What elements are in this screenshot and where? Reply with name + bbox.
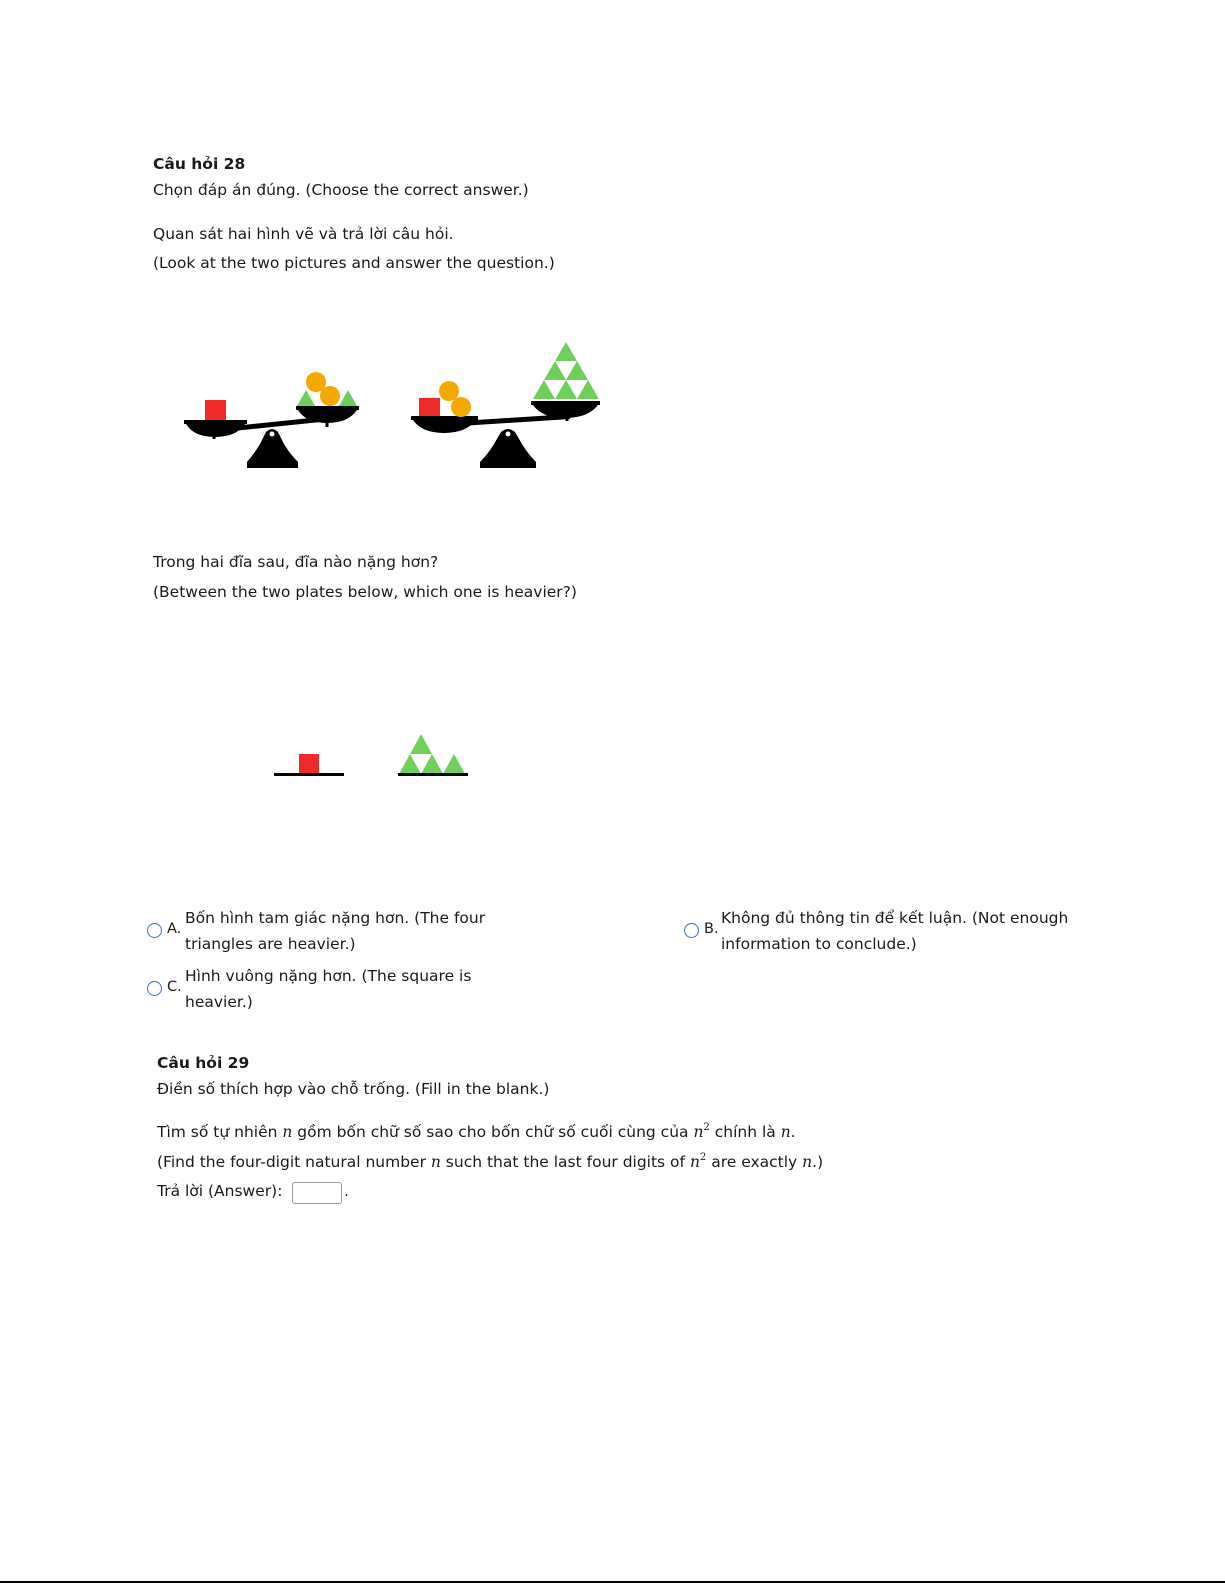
option-b-letter: B. (704, 921, 719, 937)
question-28-prompt-vi: Quan sát hai hình vẽ và trả lời câu hỏi. (153, 225, 454, 243)
bottom-divider (0, 1581, 1225, 1583)
option-c-text: Hình vuông nặng hơn. (The square is heavier.) (185, 967, 472, 1011)
answer-input[interactable] (292, 1182, 342, 1204)
question-28-title: Câu hỏi 28 (153, 155, 246, 173)
question-29-line-en: (Find the four-digit natural number n such that the last four digits of $n^2$ are exactly n.) (157, 1152, 824, 1171)
question-29-line-vi: Tìm số tự nhiên n gồm bốn chữ số sao cho bốn chữ số cuối cùng của $n^2$ chính là n. (157, 1122, 796, 1141)
option-a-text: Bốn hình tam giác nặng hơn. (The four triangles are heavier.) (185, 909, 486, 953)
balance-scale-1-icon (184, 372, 359, 468)
radio-button-b-icon[interactable] (684, 923, 699, 938)
plate-square (274, 754, 344, 776)
answer-suffix: . (344, 1182, 349, 1200)
option-c-letter: C. (167, 979, 182, 995)
question-28-prompt-en: (Look at the two pictures and answer the question.) (153, 254, 555, 272)
answer-label: Trả lời (Answer): (157, 1182, 283, 1200)
option-a-letter: A. (167, 921, 182, 937)
radio-button-c-icon[interactable] (147, 981, 162, 996)
balance-scale-2-icon (411, 342, 600, 468)
question-29-instruction: Điền số thích hợp vào chỗ trống. (Fill in the blank.) (157, 1080, 550, 1098)
radio-button-a-icon[interactable] (147, 923, 162, 938)
question-28-question-en: (Between the two plates below, which one is heavier?) (153, 583, 577, 601)
question-28-instruction: Chọn đáp án đúng. (Choose the correct answer.) (153, 181, 529, 199)
plate-triangles (398, 734, 468, 776)
two-plates-figure (260, 730, 480, 780)
balance-scales-figure (0, 330, 640, 480)
question-28-question-vi: Trong hai đĩa sau, đĩa nào nặng hơn? (153, 553, 439, 571)
question-29-title: Câu hỏi 29 (157, 1054, 250, 1072)
option-b-text: Không đủ thông tin để kết luận. (Not enough information to conclude.) (721, 909, 1069, 953)
